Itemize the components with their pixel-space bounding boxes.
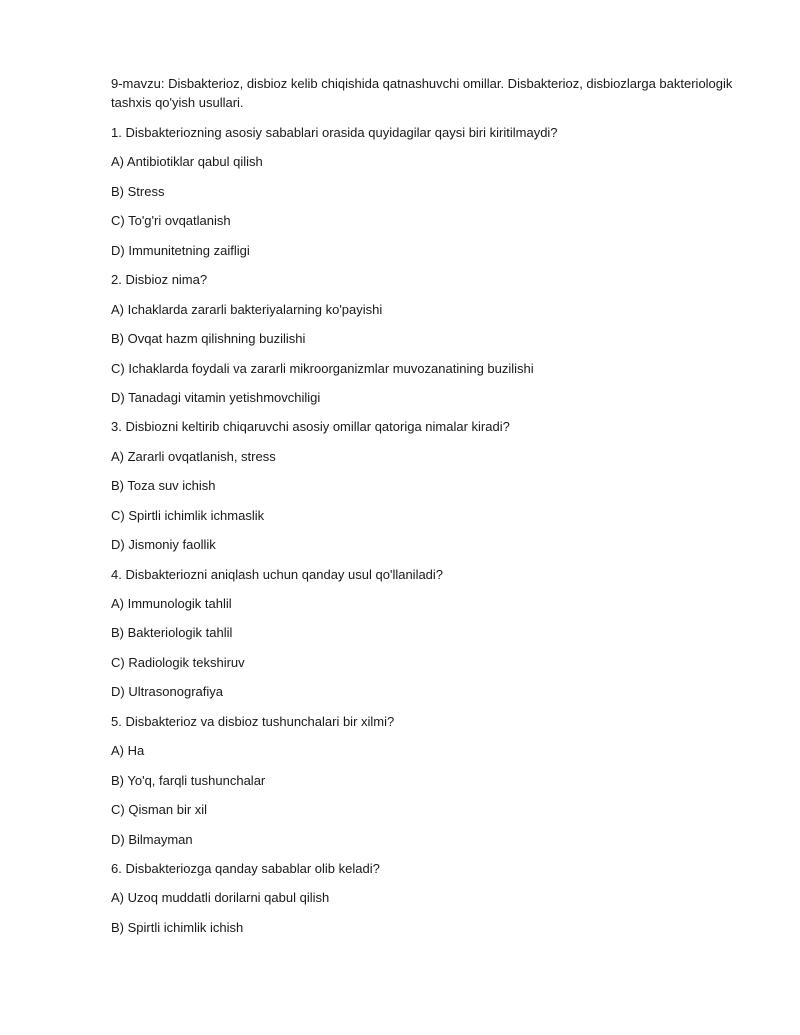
document-line: B) Ovqat hazm qilishning buzilishi xyxy=(111,331,306,347)
document-line: D) Tanadagi vitamin yetishmovchiligi xyxy=(111,389,321,405)
document-title: 9-mavzu: Disbakterioz, disbioz kelib chiqishida qatnashuvchi omillar. Disbakterioz, disbiozlarga bakteriologik tashxis qo'yish usullari. xyxy=(111,76,733,110)
document-line: A) Ha xyxy=(111,743,145,759)
document-line: B) Yo'q, farqli tushunchalar xyxy=(111,772,266,788)
document-line: D) Bilmayman xyxy=(111,831,193,847)
document-line: 6. Disbakteriozga qanday sabablar olib keladi? xyxy=(111,860,380,876)
document-page xyxy=(111,74,751,948)
document-line: A) Ichaklarda zararli bakteriyalarning ko'payishi xyxy=(111,301,383,317)
document-line: C) Spirtli ichimlik ichmaslik xyxy=(111,507,265,523)
document-line: B) Stress xyxy=(111,183,165,199)
document-line: A) Uzoq muddatli dorilarni qabul qilish xyxy=(111,890,330,906)
document-line: 3. Disbiozni keltirib chiqaruvchi asosiy omillar qatoriga nimalar kiradi? xyxy=(111,419,510,435)
document-line: B) Bakteriologik tahlil xyxy=(111,625,233,641)
document-line: C) Radiologik tekshiruv xyxy=(111,654,245,670)
document-line: A) Zararli ovqatlanish, stress xyxy=(111,448,276,464)
document-line: C) To'g'ri ovqatlanish xyxy=(111,213,231,229)
document-line: 1. Disbakteriozning asosiy sabablari orasida quyidagilar qaysi biri kiritilmaydi? xyxy=(111,125,558,140)
document-line: 4. Disbakteriozni aniqlash uchun qanday usul qo'llaniladi? xyxy=(111,566,444,582)
document-line: D) Jismoniy faollik xyxy=(111,537,216,553)
document-line: A) Immunologik tahlil xyxy=(111,596,232,611)
document-line: A) Antibiotiklar qabul qilish xyxy=(111,154,263,170)
document-line: 5. Disbakterioz va disbioz tushunchalari bir xilmi? xyxy=(111,713,395,729)
document-line: D) Immunitetning zaifligi xyxy=(111,242,250,258)
document-line: B) Spirtli ichimlik ichish xyxy=(111,919,244,935)
document-line: D) Ultrasonografiya xyxy=(111,684,223,700)
document-line: B) Toza suv ichish xyxy=(111,478,216,494)
document-line: 2. Disbioz nima? xyxy=(111,272,208,288)
question-list xyxy=(111,124,751,936)
document-line: C) Qisman bir xil xyxy=(111,802,208,818)
document-line: C) Ichaklarda foydali va zararli mikroorganizmlar muvozanatining buzilishi xyxy=(111,360,534,376)
